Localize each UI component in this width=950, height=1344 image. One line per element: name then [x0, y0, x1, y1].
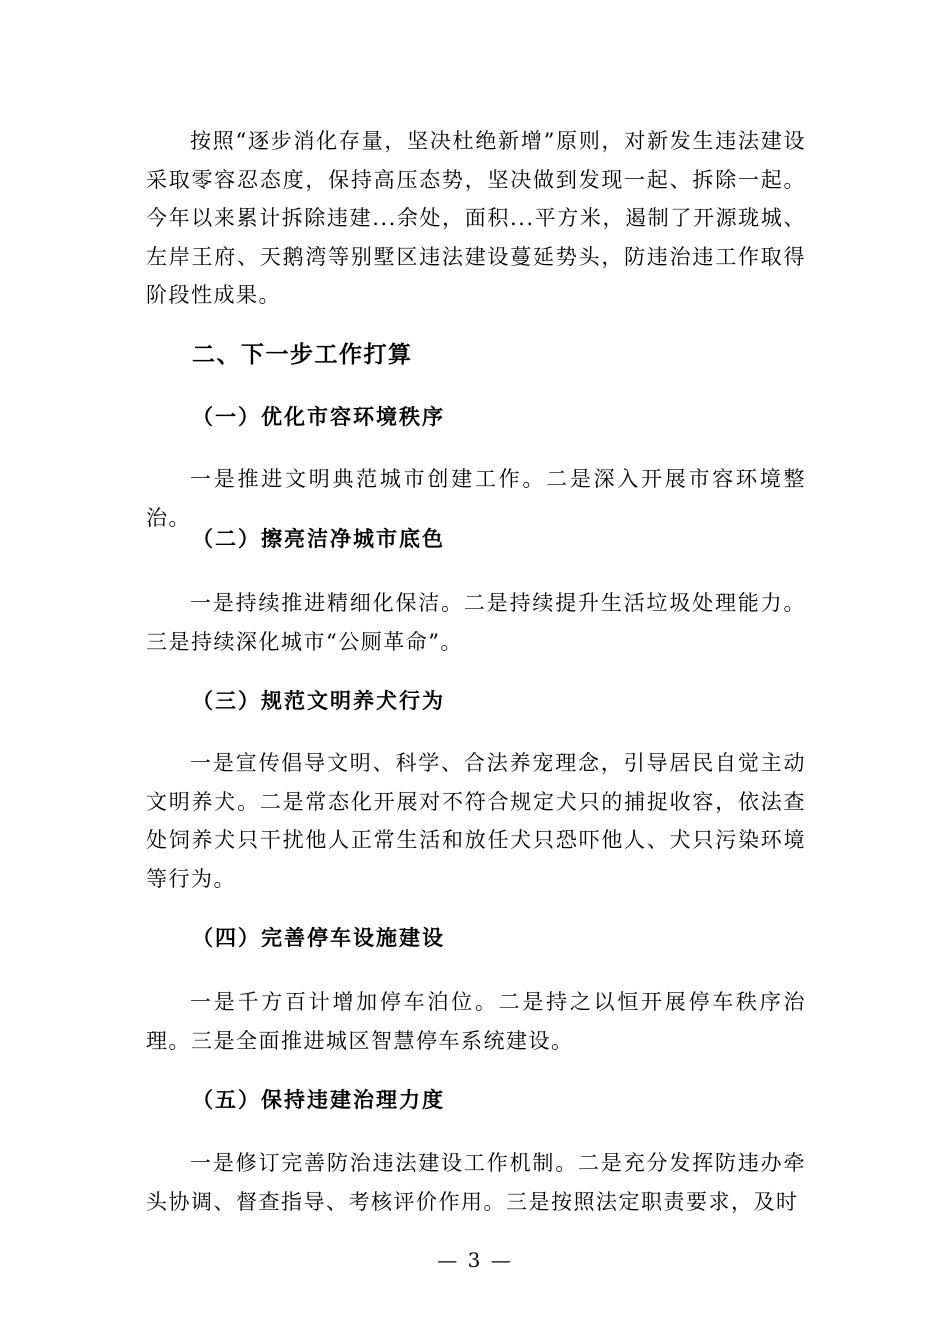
- subheading-clean-city: （二）擦亮洁净城市底色: [192, 526, 445, 551]
- paragraph-demolition-results: 按照“逐步消化存量，坚决杜绝新增”原则，对新发生违法建设采取零容忍态度，保持高压态势，坚决做到发现一起、拆除一起。今年以来累计拆除违建...余处，面积...平方米，遏制了开源珑城、左岸王府、天鹅湾等别墅区违法建设蔓延势头，防违治违工作取得阶段性成果。: [146, 129, 806, 307]
- paragraph-illegal-construction: 一是修订完善防治违法建设工作机制。二是充分发挥防违办牵头协调、督查指导、考核评价作用。三是按照法定职责要求，及时: [146, 1151, 806, 1214]
- section-heading-next-steps: 二、下一步工作打算: [192, 342, 413, 368]
- paragraph-clean-city: 一是持续推进精细化保洁。二是持续提升生活垃圾处理能力。三是持续深化城市“公厕革命”。: [146, 591, 806, 654]
- paragraph-dog-keeping: 一是宣传倡导文明、科学、合法养宠理念，引导居民自觉主动文明养犬。二是常态化开展对不符合规定犬只的捕捉收容，依法查处饲养犬只干扰他人正常生活和放任犬只恐吓他人、犬只污染环境等行为。: [146, 751, 806, 891]
- subheading-dog-keeping: （三）规范文明养犬行为: [192, 688, 445, 713]
- page-number: — 3 —: [437, 1248, 513, 1272]
- paragraph-parking: 一是千方百计增加停车泊位。二是持之以恒开展停车秩序治理。三是全面推进城区智慧停车系统建设。: [146, 990, 806, 1053]
- subheading-parking: （四）完善停车设施建设: [192, 925, 445, 950]
- paragraph-city-appearance: 一是推进文明典范城市创建工作。二是深入开展市容环境整治。: [146, 467, 806, 530]
- subheading-illegal-construction: （五）保持违建治理力度: [192, 1087, 445, 1112]
- subheading-city-appearance: （一）优化市容环境秩序: [192, 404, 445, 429]
